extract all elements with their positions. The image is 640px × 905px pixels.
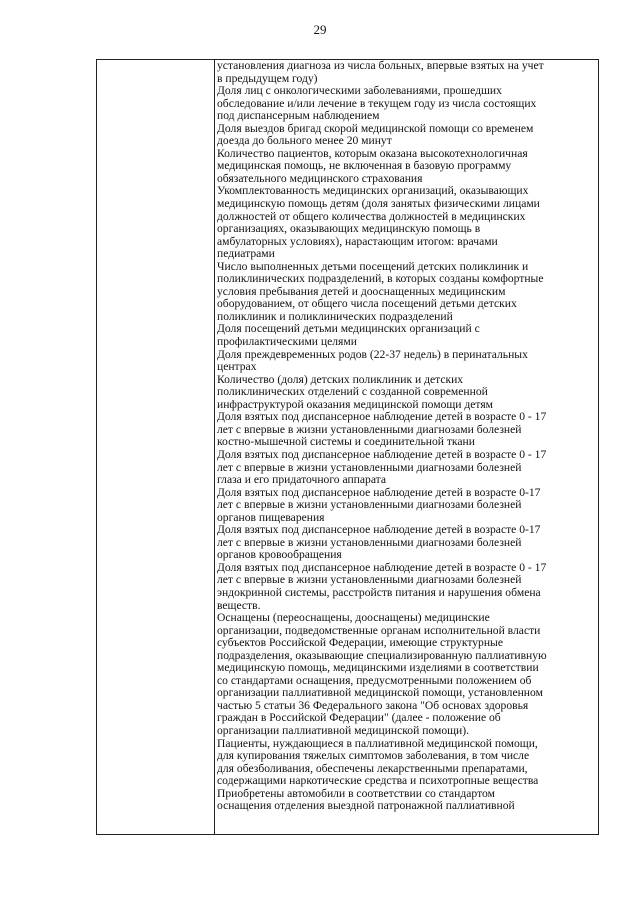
indicator-entry: установления диагноза из числа больных, впервые взятых на учет в предыдущем году)	[217, 60, 544, 85]
indicator-entry: Доля взятых под диспансерное наблюдение детей в возрасте 0 - 17 лет с впервые в жизни установленными диагнозами болезней костно-мышечной системы и соединительной ткани	[217, 410, 547, 449]
indicator-entry: Доля преждевременных родов (22-37 недель) в перинатальных центрах	[217, 347, 528, 374]
indicator-entry: Количество пациентов, которым оказана высокотехнологичная медицинская помощь, не включенная в базовую программу обязательного медицинского страхования	[217, 146, 528, 185]
indicator-entry: Оснащены (переоснащены, дооснащены) медицинские организации, подведомственные органам исполнительной власти субъектов Российской Федерации, имеющие структурные подразделения, оказывающие специализированную паллиативную медицинскую помощь, медицинскими изделиями в соответствии со стандартами оснащения, предусмотренными положением об организации паллиативной медицинской помощи, установленном частью 5 статьи 36 Федерального закона "Об основах здоровья граждан в Российской Федерации" (далее - положение об организации паллиативной медицинской помощи).	[217, 611, 547, 737]
table-right-cell	[215, 60, 598, 834]
indicator-entry: Число выполненных детьми посещений детских поликлиник и поликлинических подразделений, в которых созданы комфортные условия пребывания детей и дооснащенных медицинским оборудованием, от общего числа посещений детьми детских поликлиник и поликлинических подразделений	[217, 259, 544, 323]
indicator-entry: Пациенты, нуждающиеся в паллиативной медицинской помощи, для купирования тяжелых симптомов заболевания, в том числе для обезболивания, обеспечены лекарственными препаратами, содержащими наркотические средства и психотропные вещества	[217, 736, 539, 788]
indicator-entry: Количество (доля) детских поликлиник и детских поликлинических отделений с созданной современной инфраструктурой оказания медицинской помощи детям	[217, 372, 494, 411]
table-left-cell	[97, 60, 215, 834]
indicator-entry: Доля выездов бригад скорой медицинской помощи со временем доезда до больного менее 20 минут	[217, 121, 534, 148]
indicator-entry: Доля посещений детьми медицинских организаций с профилактическими целями	[217, 322, 480, 349]
indicator-entry: Доля лиц с онкологическими заболеваниями, прошедших обследование и/или лечение в текущем году из числа состоящих под диспансерным наблюдением	[217, 84, 537, 123]
indicators-table	[96, 59, 599, 835]
indicator-entry: Доля взятых под диспансерное наблюдение детей в возрасте 0 - 17 лет с впервые в жизни установленными диагнозами болезней глаза и его придаточного аппарата	[217, 447, 547, 487]
indicator-entry: Доля взятых под диспансерное наблюдение детей в возрасте 0 - 17 лет с впервые в жизни установленными диагнозами болезней эндокринной системы, расстройств питания и нарушения обмена веществ.	[217, 560, 547, 612]
indicator-entry: Приобретены автомобили в соответствии со стандартом оснащения отделения выездной патронажной паллиативной	[217, 786, 515, 813]
page-number: 29	[313, 22, 327, 37]
indicator-entry: Доля взятых под диспансерное наблюдение детей в возрасте 0-17 лет с впервые в жизни установленными диагнозами болезней органов кровообращения	[217, 523, 541, 562]
indicator-entry: Доля взятых под диспансерное наблюдение детей в возрасте 0-17 лет с впервые в жизни установленными диагнозами болезней органов пищеварения	[217, 485, 541, 524]
indicator-entry: Укомплектованность медицинских организаций, оказывающих медицинскую помощь детям (доля занятых физическими лицами должностей от общего количества должностей в медицинских организациях, оказывающих медицинскую помощь в амбулаторных условиях), нарастающим итогом: врачами педиатрами	[217, 184, 540, 261]
